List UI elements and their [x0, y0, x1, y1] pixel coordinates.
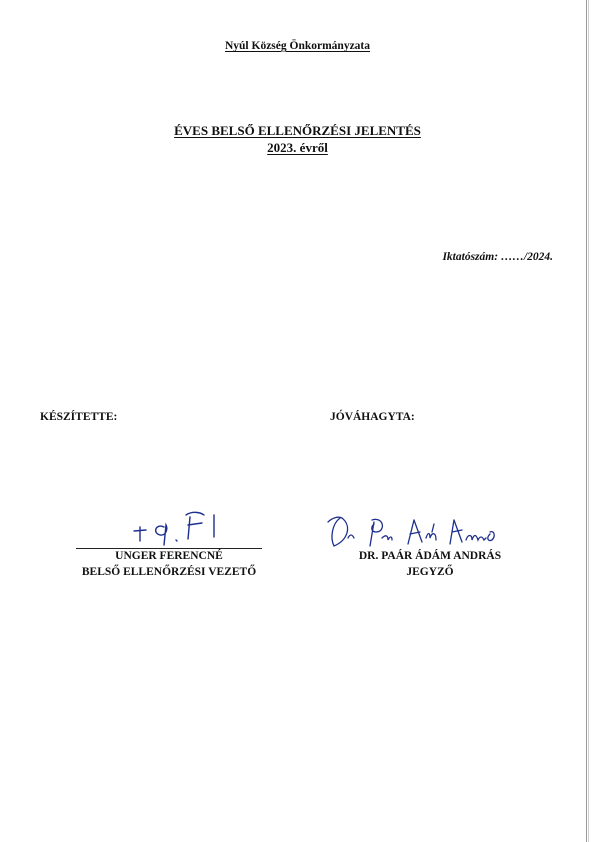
reference-number: Iktatószám: ……/2024.: [442, 251, 553, 263]
approved-signature-block: [330, 548, 530, 580]
approved-title: JEGYZŐ: [406, 566, 454, 578]
title-line-1: ÉVES BELSŐ ELLENŐRZÉSI JELENTÉS: [174, 123, 421, 138]
prepared-signature-block: [64, 548, 274, 580]
approved-label: JÓVÁHAGYTA:: [330, 411, 415, 423]
document-title: [0, 122, 595, 156]
prepared-label: KÉSZÍTETTE:: [40, 411, 118, 423]
prepared-title: BELSŐ ELLENŐRZÉSI VEZETŐ: [81, 566, 257, 578]
organization-header: Nyúl Község Önkormányzata: [224, 40, 371, 52]
title-line-2: 2023. évről: [267, 140, 328, 155]
prepared-signature: [130, 505, 230, 547]
prepared-name: UNGER FERENCNÉ: [115, 550, 223, 562]
approved-signature: [322, 510, 506, 552]
approved-name: DR. PAÁR ÁDÁM ANDRÁS: [358, 550, 502, 562]
